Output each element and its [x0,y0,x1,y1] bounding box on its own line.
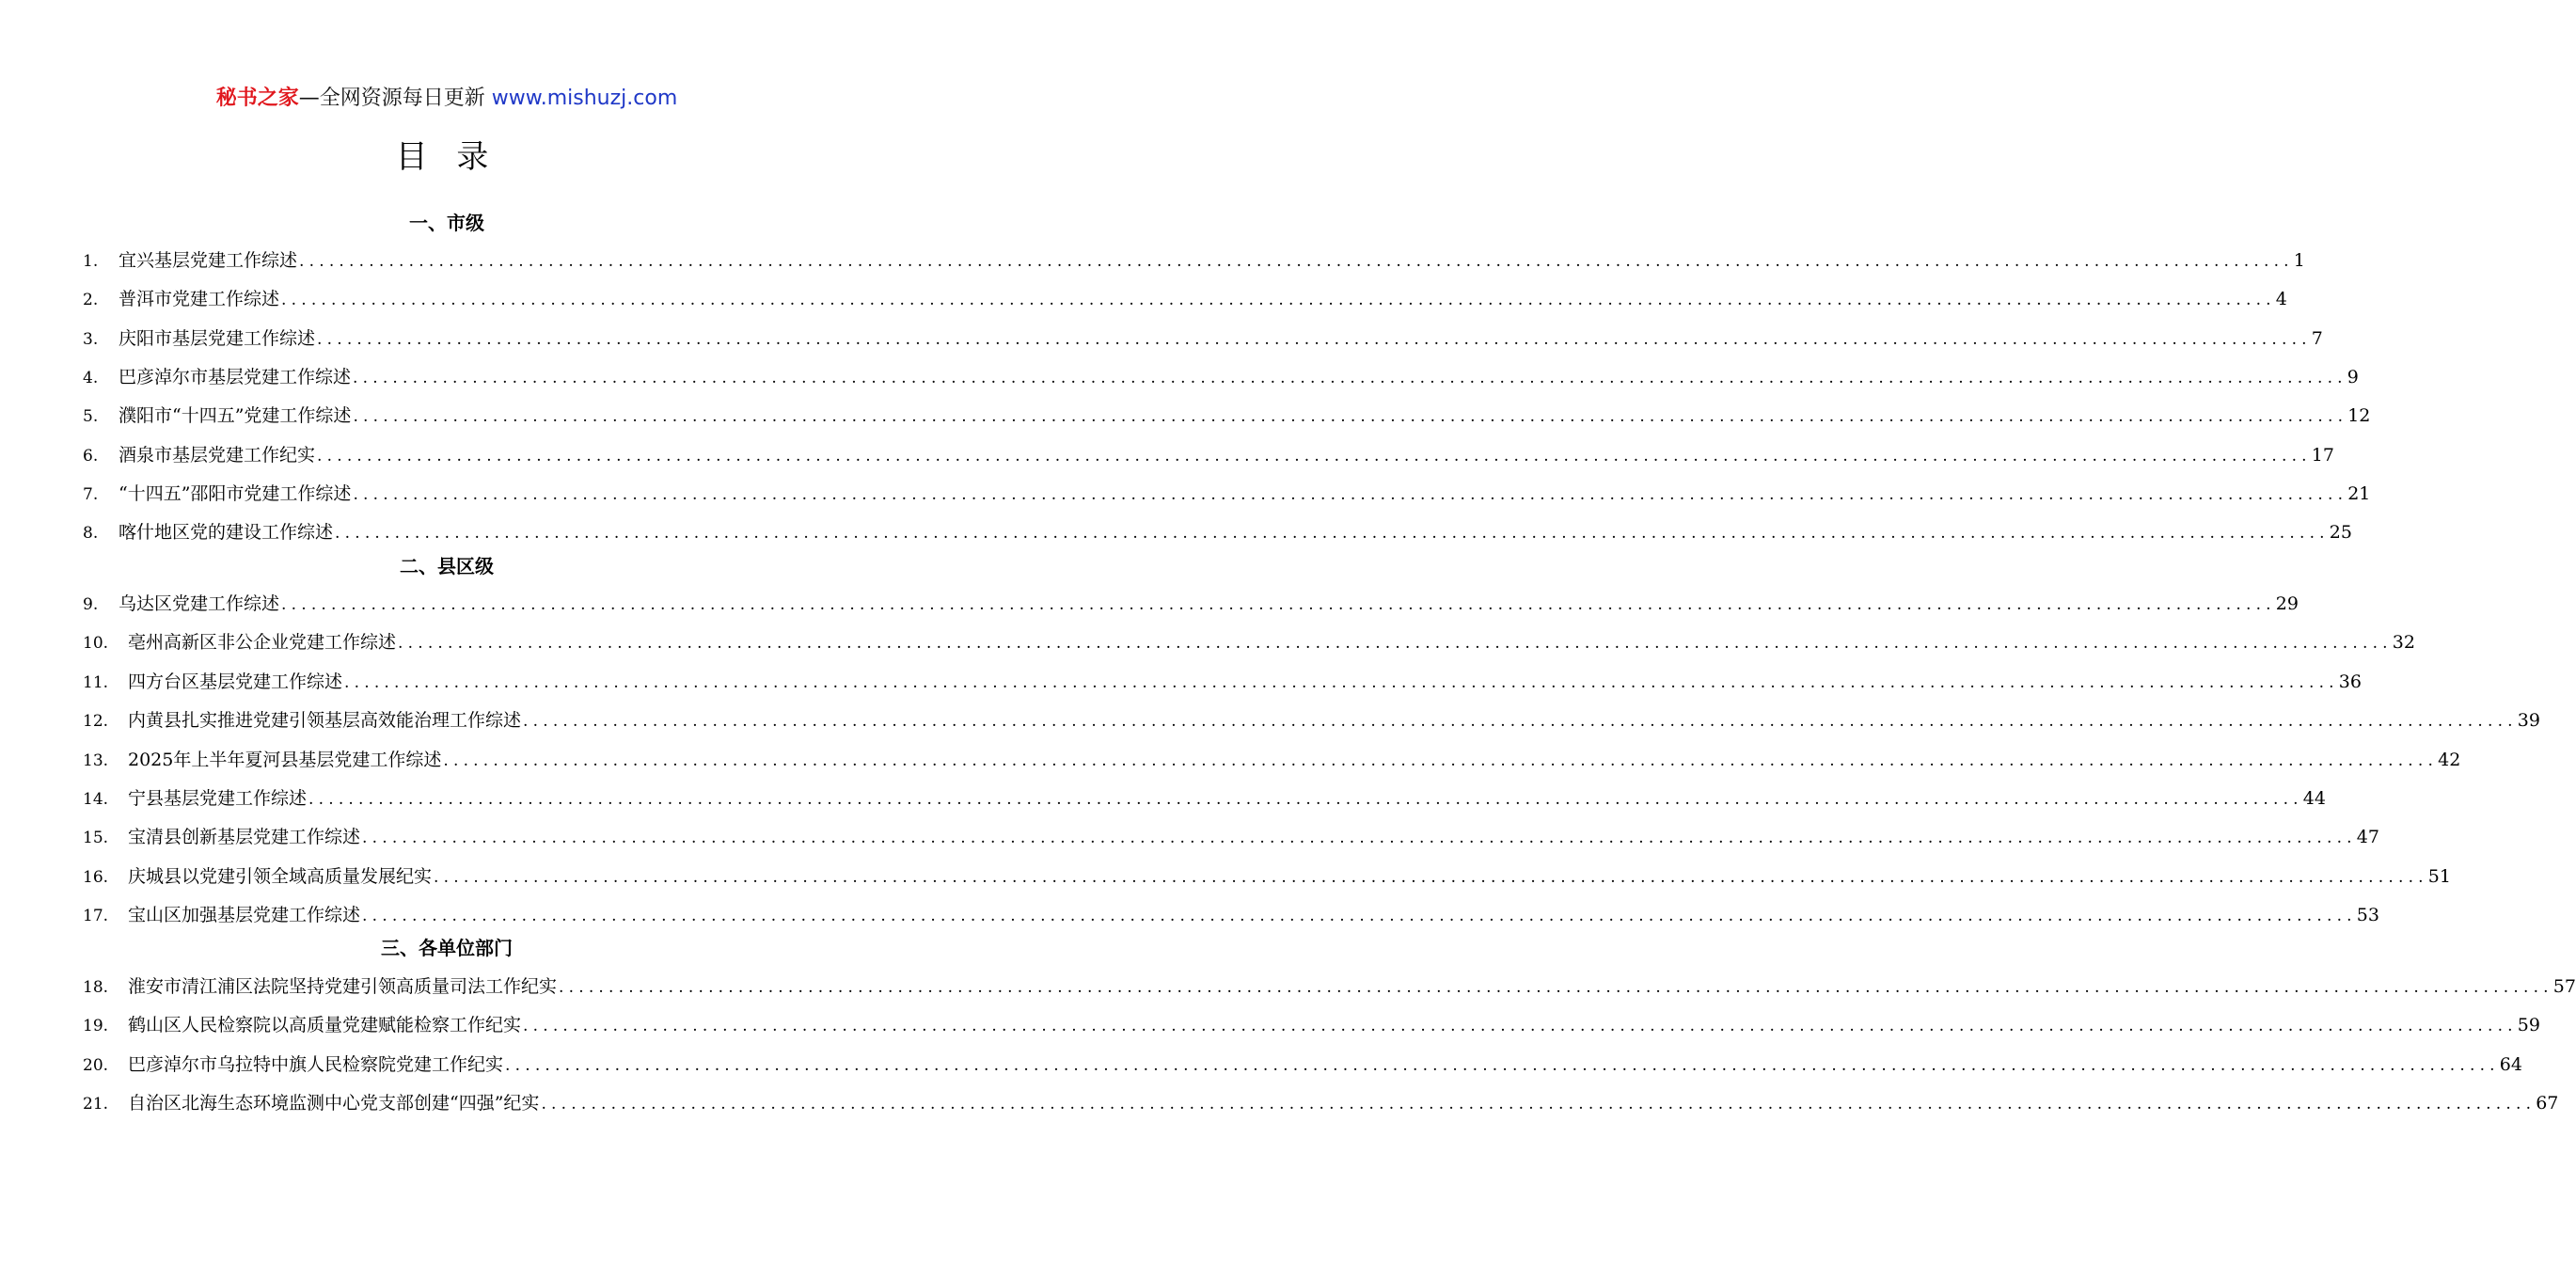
dot-leader: ........................................................................................................................................................................................................ [308,790,2303,809]
dot-leader: ........................................................................................................................................................................................................ [353,368,2347,387]
dot-leader: ........................................................................................................................................................................................................ [559,978,2553,997]
toc-entry[interactable] [83,518,2352,546]
entry-title: 酒泉市基层党建工作纪实 [119,444,316,466]
entry-number: 11. [83,672,109,692]
entry-page-number: 1 [2293,250,2305,271]
entry-page-number: 47 [2356,827,2379,848]
entry-title: 宝清县创新基层党建工作综述 [128,827,361,848]
brand-name: 秘书之家 [215,87,299,110]
entry-title: 巴彦淖尔市基层党建工作综述 [119,366,352,387]
toc-entry[interactable] [83,285,2287,313]
entry-title: 庆阳市基层党建工作综述 [119,327,316,349]
dot-leader: ........................................................................................................................................................................................................ [335,524,2330,544]
toc-entry[interactable] [83,706,2540,735]
toc-entry[interactable] [83,862,2451,891]
entry-page-number: 21 [2347,482,2371,504]
toc-entry[interactable] [83,746,2461,774]
dot-leader: ........................................................................................................................................................................................................ [505,1055,2500,1075]
dot-leader: ........................................................................................................................................................................................................ [353,407,2348,427]
toc-entry[interactable] [83,668,2362,696]
dot-leader: ........................................................................................................................................................................................................ [281,291,2276,310]
entry-page-number: 57 [2552,976,2576,997]
entry-page-number: 42 [2438,749,2461,770]
entry-number: 21. [83,1095,109,1114]
toc-entry[interactable] [83,823,2379,851]
dot-leader: ........................................................................................................................................................................................................ [344,672,2339,692]
entry-title: 宜兴基层党建工作综述 [119,250,298,271]
toc-entry[interactable] [83,441,2334,469]
site-url[interactable]: www.mishuzj.com [491,87,678,110]
section-heading: 三、各单位部门 [381,937,513,959]
entry-page-number: 44 [2302,788,2326,809]
section-heading: 二、县区级 [400,555,494,577]
toc-entry[interactable] [83,1011,2540,1039]
dot-leader: ........................................................................................................................................................................................................ [523,712,2518,732]
entry-page-number: 51 [2427,865,2451,887]
entry-number: 20. [83,1055,109,1075]
entry-number: 3. [83,329,99,349]
dot-leader: ........................................................................................................................................................................................................ [434,867,2428,887]
toc-entry[interactable] [83,363,2359,391]
entry-page-number: 17 [2311,444,2334,466]
toc-entry[interactable] [83,324,2323,353]
site-header [0,84,893,114]
entry-page-number: 59 [2517,1015,2540,1036]
entry-title: 巴彦淖尔市乌拉特中旗人民检察院党建工作纪实 [128,1053,504,1075]
toc-entry[interactable] [83,1051,2522,1079]
entry-number: 13. [83,750,109,770]
entry-title: 亳州高新区非公企业党建工作综述 [128,632,397,654]
entry-number: 19. [83,1017,109,1036]
dot-leader: ........................................................................................................................................................................................................ [353,484,2348,504]
dot-leader: ........................................................................................................................................................................................................ [317,446,2312,466]
entry-title: 普洱市党建工作综述 [119,289,280,310]
dot-leader: ........................................................................................................................................................................................................ [281,595,2276,614]
dot-leader: ........................................................................................................................................................................................................ [362,907,2357,926]
entry-number: 5. [83,407,99,427]
entry-title: 宁县基层党建工作综述 [128,788,308,809]
entry-number: 2. [83,291,99,310]
dot-leader: ........................................................................................................................................................................................................ [443,750,2439,770]
entry-page-number: 4 [2275,289,2287,310]
entry-number: 1. [83,252,99,271]
entry-number: 9. [83,595,99,614]
toc-entry[interactable] [83,480,2371,508]
entry-page-number: 64 [2499,1053,2522,1075]
dot-leader: ........................................................................................................................................................................................................ [398,634,2393,654]
dot-leader: ........................................................................................................................................................................................................ [523,1017,2518,1036]
header-slogan: —全网资源每日更新 [298,87,492,110]
entry-page-number: 67 [2536,1093,2559,1114]
entry-title: 自治区北海生态环境监测中心党支部创建“四强”纪实 [128,1093,540,1114]
entry-page-number: 36 [2338,671,2362,692]
entry-page-number: 32 [2392,632,2415,654]
entry-number: 12. [83,712,109,732]
entry-title: 四方台区基层党建工作综述 [128,671,343,692]
dot-leader: ........................................................................................................................................................................................................ [362,829,2357,848]
entry-number: 15. [83,829,109,848]
toc-entry[interactable] [83,784,2326,813]
toc-entry[interactable] [83,246,2305,275]
entry-page-number: 7 [2311,327,2323,349]
entry-title: 庆城县以党建引领全域高质量发展纪实 [128,865,433,887]
entry-page-number: 12 [2347,405,2371,427]
dot-leader: ........................................................................................................................................................................................................ [317,329,2312,349]
toc-entry[interactable] [83,628,2415,656]
toc-entry[interactable] [83,901,2379,929]
entry-title: 鹤山区人民检察院以高质量党建赋能检察工作纪实 [128,1015,522,1036]
entry-page-number: 53 [2356,905,2379,926]
entry-page-number: 9 [2347,366,2359,387]
entry-number: 7. [83,484,99,504]
entry-page-number: 39 [2517,710,2540,732]
entry-title: “十四五”邵阳市党建工作综述 [119,482,352,504]
entry-number: 14. [83,790,109,809]
entry-number: 8. [83,524,99,544]
entry-title: 淮安市清江浦区法院坚持党建引领高质量司法工作纪实 [128,976,558,997]
entry-number: 17. [83,907,109,926]
entry-number: 16. [83,867,109,887]
dot-leader: ........................................................................................................................................................................................................ [541,1095,2536,1114]
entry-number: 6. [83,446,99,466]
toc-entry[interactable] [83,972,2576,1001]
section-heading: 一、市级 [409,212,484,234]
entry-number: 10. [83,634,109,654]
entry-title: 乌达区党建工作综述 [119,593,280,614]
toc-entry[interactable] [83,1089,2559,1117]
entry-number: 18. [83,978,109,997]
entry-page-number: 25 [2329,522,2352,544]
entry-page-number: 29 [2275,593,2299,614]
entry-title: 濮阳市“十四五”党建工作综述 [119,405,352,427]
entry-title: 内黄县扎实推进党建引领基层高效能治理工作综述 [128,710,522,732]
entry-title: 2025年上半年夏河县基层党建工作综述 [128,749,442,770]
dot-leader: ........................................................................................................................................................................................................ [299,252,2294,271]
entry-title: 宝山区加强基层党建工作综述 [128,905,361,926]
toc-entry[interactable] [83,590,2299,618]
page-title: 目 录 [395,138,498,176]
entry-number: 4. [83,368,99,387]
toc-entry[interactable] [83,402,2371,430]
entry-title: 喀什地区党的建设工作综述 [119,522,334,544]
